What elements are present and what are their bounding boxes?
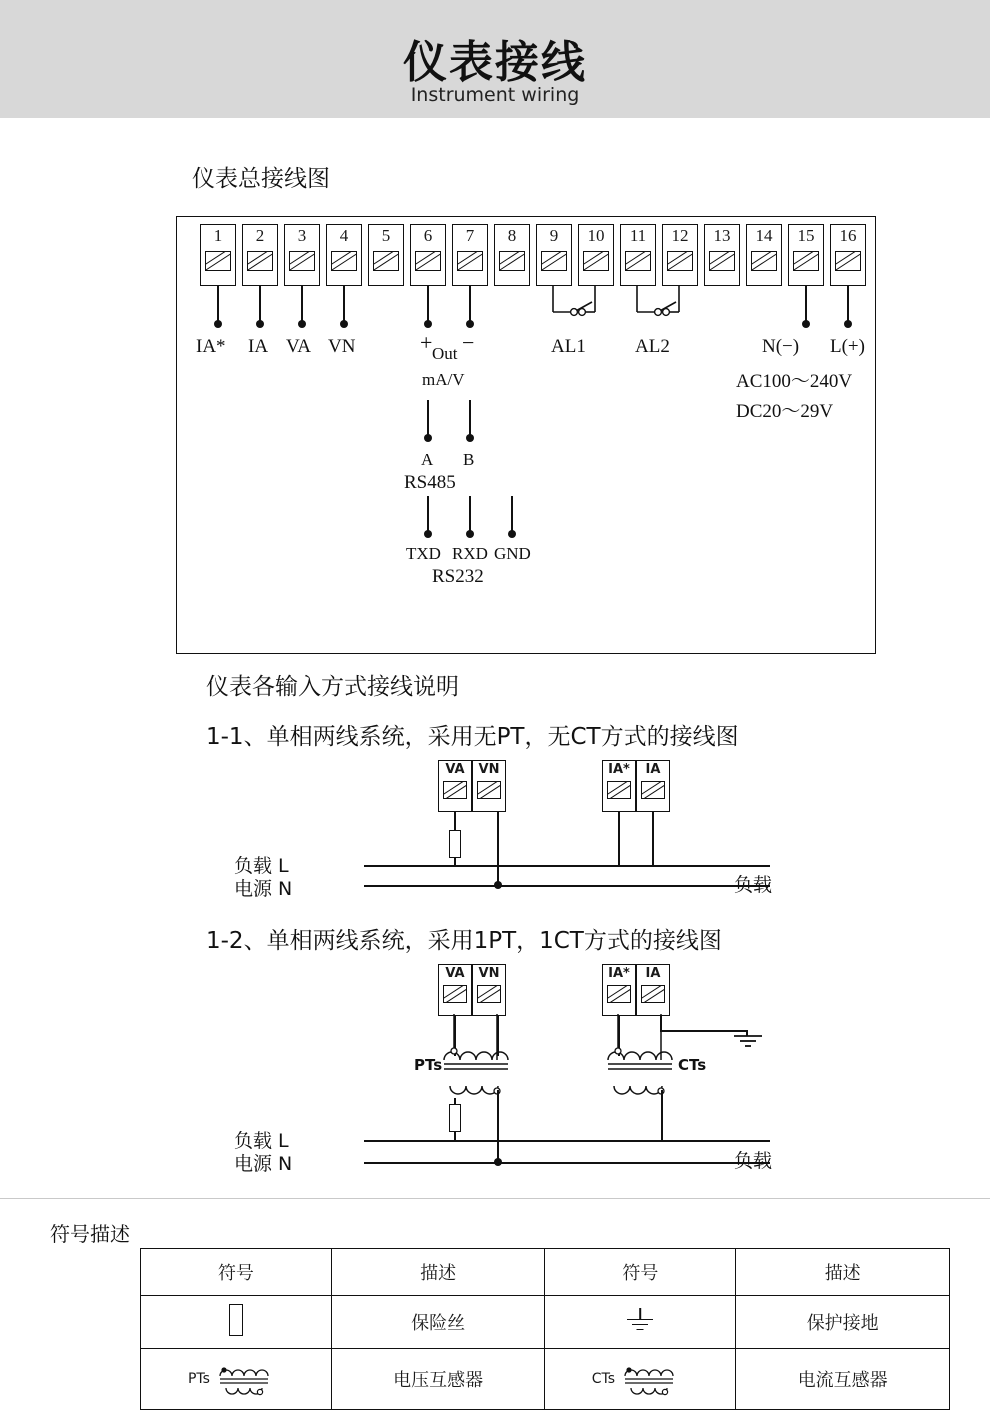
- node-dot: [494, 881, 502, 889]
- d12-terminal-vn: VN: [472, 964, 506, 1016]
- terminal-16: 16: [830, 224, 866, 286]
- label-rs485-a: A: [421, 450, 434, 469]
- label-l: L(+): [830, 336, 865, 357]
- terminal-4: 4: [326, 224, 362, 286]
- d11-terminal-vn: VN: [472, 760, 506, 812]
- terminal-12: 12: [662, 224, 698, 286]
- cell-cts-symbol: [545, 1349, 736, 1410]
- node-dot: [466, 530, 474, 538]
- screw-icon: [457, 251, 483, 271]
- label-out-minus: −: [462, 330, 475, 355]
- table-header-row: [141, 1249, 950, 1296]
- d12-line-l: [364, 1140, 770, 1142]
- node-dot: [802, 320, 810, 328]
- d11-ia-star-wire: [618, 812, 620, 866]
- d12-line-n: [364, 1162, 770, 1164]
- rs485-lead-b: [469, 400, 471, 438]
- symbol-desc-title: 符号描述: [50, 1222, 130, 1246]
- label-ia: IA: [248, 336, 269, 357]
- screw-icon: [607, 985, 631, 1003]
- th-desc-1: 描述: [331, 1249, 545, 1296]
- lead-16: [847, 286, 849, 324]
- rs232-lead-txd: [427, 496, 429, 534]
- d12-terminal-ia-star: IA*: [602, 964, 636, 1016]
- terminal-10: 10: [578, 224, 614, 286]
- screw-icon: [751, 251, 777, 271]
- page-title-en: Instrument wiring: [410, 84, 580, 106]
- d11-terminal-ia: IA: [636, 760, 670, 812]
- label-ac-range: AC100～240V: [736, 371, 853, 392]
- case-title-1-2: 1-2、单相两线系统，采用1PT，1CT方式的接线图: [206, 928, 722, 954]
- d11-va-wire-top: [454, 812, 456, 830]
- d11-terminal-ia-star: IA*: [602, 760, 636, 812]
- screw-icon: [641, 781, 665, 799]
- terminal-13: 13: [704, 224, 740, 286]
- d11-ia-wire: [652, 812, 654, 866]
- label-out: Out: [432, 344, 458, 363]
- section-title-input-modes: 仪表各输入方式接线说明: [206, 674, 459, 700]
- node-dot: [298, 320, 306, 328]
- symbol-table: [140, 1248, 950, 1410]
- screw-icon: [205, 251, 231, 271]
- cell-ground-symbol: [545, 1296, 736, 1349]
- lead-3: [301, 286, 303, 324]
- rs232-lead-gnd: [511, 496, 513, 534]
- d12-ground-wire: [660, 1030, 748, 1032]
- node-dot: [424, 434, 432, 442]
- cts-transformer-icon: [619, 1362, 689, 1396]
- screw-icon: [793, 251, 819, 271]
- screw-icon: [443, 781, 467, 799]
- terminal-9: 9: [536, 224, 572, 286]
- terminal-3: 3: [284, 224, 320, 286]
- label-gnd: GND: [494, 544, 531, 563]
- d11-vn-wire: [497, 812, 499, 886]
- screw-icon: [477, 781, 501, 799]
- label-vn: VN: [328, 336, 356, 357]
- fuse-icon: [229, 1304, 243, 1336]
- screw-icon: [607, 781, 631, 799]
- d12-terminal-va: VA: [438, 964, 472, 1016]
- node-dot: [340, 320, 348, 328]
- screw-icon: [625, 251, 651, 271]
- terminal-5: 5: [368, 224, 404, 286]
- node-dot: [424, 320, 432, 328]
- label-n: N(−): [762, 336, 800, 357]
- ground-icon: [623, 1308, 657, 1332]
- node-dot: [508, 530, 516, 538]
- screw-icon: [667, 251, 693, 271]
- d11-label-source-n: 电源 N: [234, 878, 293, 900]
- d12-cts-sec-wire: [661, 1090, 663, 1142]
- d11-line-n: [364, 885, 770, 887]
- cell-pts-symbol: [141, 1349, 332, 1410]
- table-row: [141, 1349, 950, 1410]
- lead-6: [427, 286, 429, 324]
- case-title-1-1: 1-1、单相两线系统，采用无PT，无CT方式的接线图: [206, 724, 739, 750]
- d11-label-load-l: 负载 L: [234, 855, 289, 877]
- screw-icon: [373, 251, 399, 271]
- screw-icon: [247, 251, 273, 271]
- d11-label-load-right: 负载: [734, 874, 773, 896]
- lead-7: [469, 286, 471, 324]
- d12-label-load-right: 负载: [734, 1150, 773, 1172]
- pts-label: PTs: [187, 1371, 210, 1387]
- label-al1: AL1: [551, 336, 586, 357]
- screw-icon: [641, 985, 665, 1003]
- fuse-icon: [449, 1104, 461, 1132]
- label-rs485-b: B: [463, 450, 475, 469]
- lead-2: [259, 286, 261, 324]
- d12-terminal-ia: IA: [636, 964, 670, 1016]
- node-dot: [466, 434, 474, 442]
- th-desc-2: 描述: [736, 1249, 950, 1296]
- section-title-overall: 仪表总接线图: [192, 166, 330, 192]
- label-ia-star: IA*: [196, 336, 226, 357]
- label-txd: TXD: [406, 544, 441, 563]
- d12-label-pts: PTs: [414, 1056, 443, 1074]
- node-dot: [466, 320, 474, 328]
- screw-icon: [583, 251, 609, 271]
- screw-icon: [289, 251, 315, 271]
- label-al2: AL2: [635, 336, 670, 357]
- screw-icon: [477, 985, 501, 1003]
- d11-line-l: [364, 865, 770, 867]
- pts-transformer-icon: [214, 1362, 284, 1396]
- node-dot: [256, 320, 264, 328]
- th-symbol-2: 符号: [545, 1249, 736, 1296]
- node-dot: [494, 1158, 502, 1166]
- screw-icon: [331, 251, 357, 271]
- al1-contact: [540, 286, 610, 332]
- fuse-icon: [449, 830, 461, 858]
- ground-icon: [728, 1034, 768, 1056]
- cell-fuse-symbol: [141, 1296, 332, 1349]
- cts-label: CTs: [591, 1371, 616, 1387]
- d12-label-load-l: 负载 L: [234, 1130, 289, 1152]
- screw-icon: [709, 251, 735, 271]
- label-rxd: RXD: [452, 544, 488, 563]
- d12-label-source-n: 电源 N: [234, 1153, 293, 1175]
- terminal-15: 15: [788, 224, 824, 286]
- label-va: VA: [286, 336, 311, 357]
- terminal-7: 7: [452, 224, 488, 286]
- pts-transformer-icon: [440, 1046, 526, 1108]
- cell-ground-desc: 保护接地: [736, 1296, 950, 1349]
- section-divider: [0, 1198, 990, 1199]
- d12-label-cts: CTs: [678, 1056, 707, 1074]
- label-out-plus: +: [420, 330, 433, 355]
- node-dot: [214, 320, 222, 328]
- node-dot: [424, 530, 432, 538]
- cell-pts-desc: 电压互感器: [331, 1349, 545, 1410]
- label-out-unit: mA/V: [422, 370, 465, 389]
- terminal-14: 14: [746, 224, 782, 286]
- th-symbol-1: 符号: [141, 1249, 332, 1296]
- screw-icon: [541, 251, 567, 271]
- d12-pts-n-wire: [497, 1090, 499, 1162]
- screw-icon: [835, 251, 861, 271]
- rs232-lead-rxd: [469, 496, 471, 534]
- label-dc-range: DC20～29V: [736, 401, 834, 422]
- screw-icon: [415, 251, 441, 271]
- node-dot: [844, 320, 852, 328]
- al2-contact: [624, 286, 694, 332]
- page-header: [0, 0, 990, 118]
- table-row: [141, 1296, 950, 1349]
- terminal-8: 8: [494, 224, 530, 286]
- cell-cts-desc: 电流互感器: [736, 1349, 950, 1410]
- label-rs232: RS232: [432, 566, 484, 587]
- cell-fuse-desc: 保险丝: [331, 1296, 545, 1349]
- lead-15: [805, 286, 807, 324]
- d11-terminal-va: VA: [438, 760, 472, 812]
- lead-4: [343, 286, 345, 324]
- screw-icon: [499, 251, 525, 271]
- terminal-2: 2: [242, 224, 278, 286]
- lead-1: [217, 286, 219, 324]
- terminal-1: 1: [200, 224, 236, 286]
- page-title-cn: 仪表接线: [403, 37, 587, 88]
- terminal-11: 11: [620, 224, 656, 286]
- rs485-lead-a: [427, 400, 429, 438]
- label-rs485: RS485: [404, 472, 456, 493]
- terminal-6: 6: [410, 224, 446, 286]
- screw-icon: [443, 985, 467, 1003]
